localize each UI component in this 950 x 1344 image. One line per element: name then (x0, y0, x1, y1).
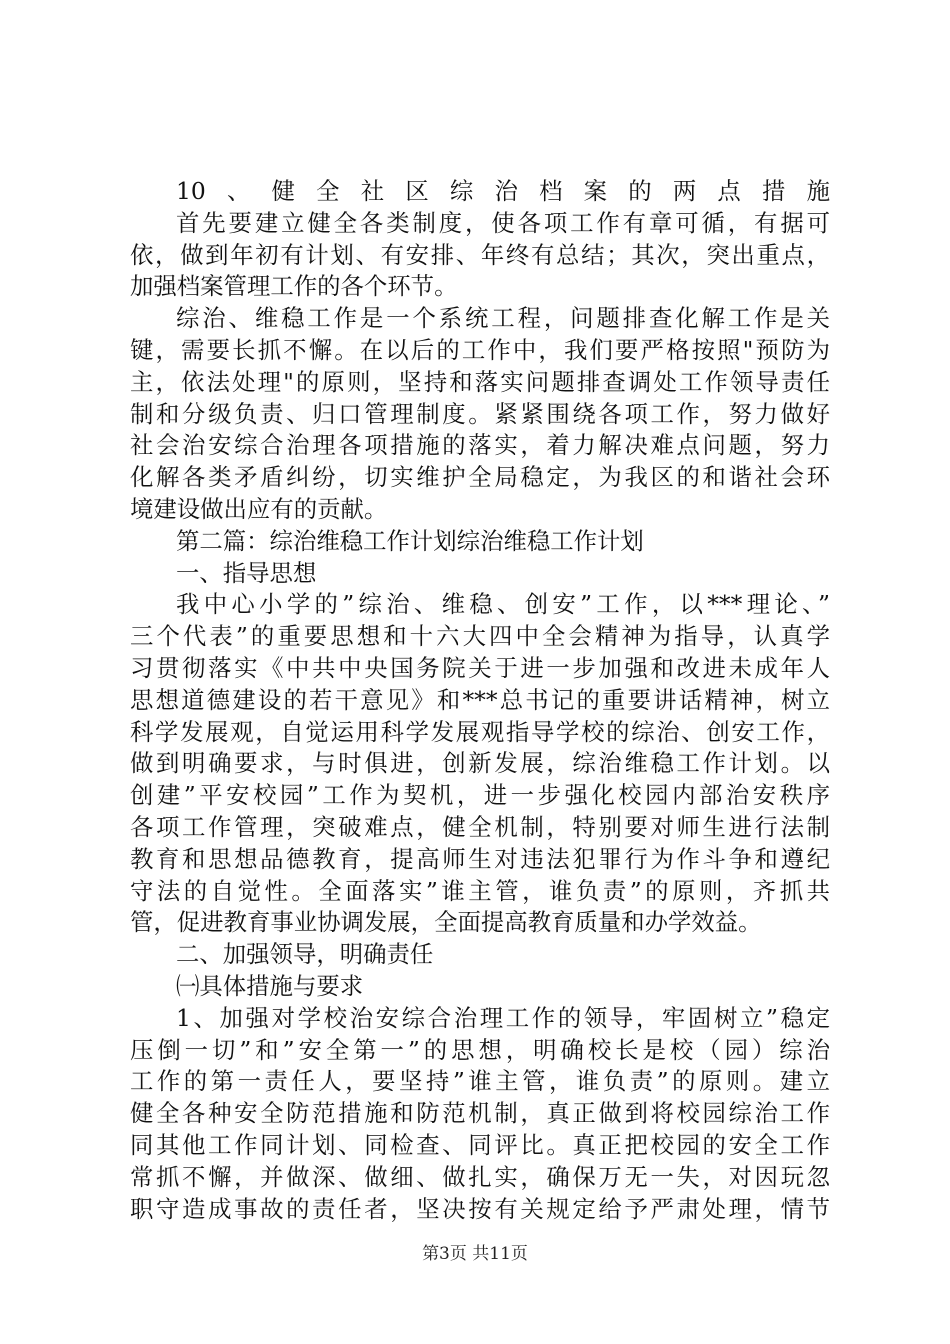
paragraph-line: 常抓不懈，并做深、做细、做扎实，确保万无一失，对因玩忽 (130, 1162, 830, 1191)
paragraph-line: 各项工作管理，突破难点，健全机制，特别要对师生进行法制 (130, 812, 830, 841)
paragraph-line: 思想道德建设的若干意见》和***总书记的重要讲话精神，树立 (130, 685, 830, 714)
paragraph-line: 境建设做出应有的贡献。 (130, 494, 388, 523)
paragraph-line: 加强档案管理工作的各个环节。 (130, 272, 458, 301)
paragraph-line: 我中心小学的”综治、维稳、创安”工作，以***理论、” (176, 590, 830, 619)
paragraph-line: 职守造成事故的责任者，坚决按有关规定给予严肃处理，情节 (130, 1194, 830, 1223)
paragraph-line: 健全各种安全防范措施和防范机制，真正做到将校园综治工作 (130, 1099, 830, 1128)
paragraph-line: 压倒一切”和”安全第一”的思想，明确校长是校（园）综治 (130, 1035, 830, 1064)
paragraph-line: 同其他工作同计划、同检查、同评比。真正把校园的安全工作 (130, 1130, 830, 1159)
heading-line: 10、健全社区综治档案的两点措施 (176, 177, 830, 205)
paragraph-line: 主，依法处理"的原则，坚持和落实问题排查调处工作领导责任 (130, 367, 830, 396)
paragraph-line: 化解各类矛盾纠纷，切实维护全局稳定，为我区的和谐社会环 (130, 463, 830, 492)
paragraph-line: 做到明确要求，与时俱进，创新发展，综治维稳工作计划。以 (130, 749, 830, 778)
paragraph-line: 首先要建立健全各类制度，使各项工作有章可循，有据可 (176, 208, 830, 237)
paragraph-line: 制和分级负责、归口管理制度。紧紧围绕各项工作，努力做好 (130, 399, 830, 428)
paragraph-line: 综治、维稳工作是一个系统工程，问题排查化解工作是关 (176, 304, 830, 333)
paragraph-line: 1、加强对学校治安综合治理工作的领导，牢固树立”稳定 (176, 1003, 830, 1032)
page-number: 第3页 共11页 (422, 1244, 528, 1264)
paragraph-line: 依，做到年初有计划、有安排、年终有总结；其次，突出重点， (130, 240, 830, 269)
section-heading: 一、指导思想 (176, 558, 317, 587)
paragraph-line: 社会治安综合治理各项措施的落实，着力解决难点问题，努力 (130, 431, 830, 460)
paragraph-line: 教育和思想品德教育，提高师生对违法犯罪行为作斗争和遵纪 (130, 844, 830, 873)
paragraph-line: 键，需要长抓不懈。在以后的工作中，我们要严格按照"预防为 (130, 335, 830, 364)
paragraph-line: 习贯彻落实《中共中央国务院关于进一步加强和改进未成年人 (130, 653, 830, 682)
paragraph-line: 管，促进教育事业协调发展，全面提高教育质量和办学效益。 (130, 908, 762, 937)
section-title: 第二篇：综治维稳工作计划综治维稳工作计划 (176, 526, 644, 555)
paragraph-line: 科学发展观，自觉运用科学发展观指导学校的综治、创安工作， (130, 717, 830, 746)
paragraph-line: 守法的自觉性。全面落实”谁主管，谁负责”的原则，齐抓共 (130, 876, 830, 905)
document-body (130, 176, 830, 1225)
subsection-heading: ㈠具体措施与要求 (176, 971, 364, 1000)
paragraph-line: 三个代表”的重要思想和十六大四中全会精神为指导，认真学 (130, 622, 830, 651)
paragraph-line: 创建”平安校园”工作为契机，进一步强化校园内部治安秩序 (130, 781, 830, 810)
paragraph-line: 工作的第一责任人，要坚持”谁主管，谁负责”的原则。建立 (130, 1067, 830, 1096)
section-heading: 二、加强领导，明确责任 (176, 940, 434, 969)
